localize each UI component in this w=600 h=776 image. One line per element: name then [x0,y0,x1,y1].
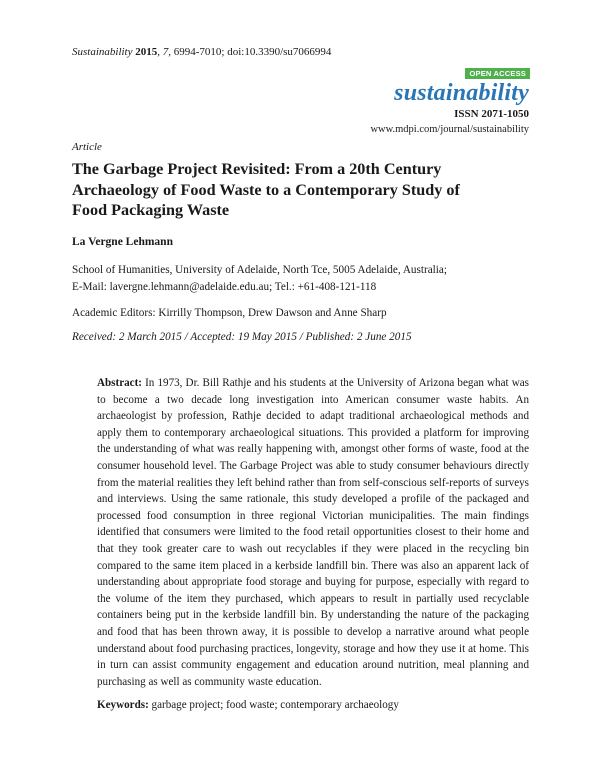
issn: ISSN 2071-1050 [454,108,529,120]
citation-line: Sustainability 2015, 7, 6994-7010; doi:10.3390/su7066994 [72,46,332,58]
keywords-text: garbage project; food waste; contemporary archaeology [151,699,399,711]
academic-editors: Academic Editors: Kirrilly Thompson, Drew Dawson and Anne Sharp [72,307,387,319]
article-type: Article [72,141,102,153]
citation-volume: 7 [162,46,169,58]
author-name: La Vergne Lehmann [72,236,173,248]
journal-logo: sustainability [394,80,529,106]
affiliation-line1: School of Humanities, University of Adelaide, North Tce, 5005 Adelaide, Australia; [72,264,447,276]
keywords [97,699,399,711]
journal-url[interactable]: www.mdpi.com/journal/sustainability [370,124,529,135]
citation-year: 2015 [135,46,158,58]
citation-rest: , 6994-7010; doi:10.3390/su7066994 [168,46,332,58]
citation-journal: Sustainability [72,46,133,58]
keywords-label: Keywords: [97,699,149,711]
publication-dates: Received: 2 March 2015 / Accepted: 19 May 2015 / Published: 2 June 2015 [72,331,412,343]
abstract-label: Abstract: [97,377,142,389]
open-access-badge: OPEN ACCESS [465,68,530,79]
affiliation-line2: E-Mail: lavergne.lehmann@adelaide.edu.au; Tel.: +61-408-121-118 [72,280,377,293]
affiliation [72,262,542,295]
abstract [97,375,529,690]
abstract-text: In 1973, Dr. Bill Rathje and his students at the University of Arizona began what was to become a two decade long investigation into American consumer waste habits. An archaeologist by profession, Rathje decided to adapt traditional archaeological methods and apply them to contemporary archaeological situations. This provided a platform for improving the understanding of what was really happening with, amongst other forms of waste, food at the consumer household level. The Garbage Project was able to study consumer behaviours directly from the material realities they left behind rather than from self-conscious self-reports of surveys and interviews. Using the same rationale, this study developed a profile of the packaged and processed food consumption in three regional Victorian municipalities. The main findings identified that consumers were limited to the food retail opportunities closest to their home and that they took greater care to wash out recyclables if they were placed in the recycling bin compared to the same item placed in a kerbside landfill bin. There was also an apparent lack of understanding about appropriate food storage and buying for purpose, especially with regard to the volume of the item they purchased, which appears to result in partially used recyclable containers being put in the kerbside landfill bin. By understanding the nature of the packaging and food that has been thrown away, it is possible to develop a narrative around what people understand about food purchasing practices, longevity, storage and how they use it at home. This in turn can assist community engagement and education around nutrition, meal planning and purchasing as well as community waste education. [97,377,529,688]
paper-title: The Garbage Project Revisited: From a 20th Century Archaeology of Food Waste to a Contemporary Study of Food Packaging Waste [72,160,460,219]
